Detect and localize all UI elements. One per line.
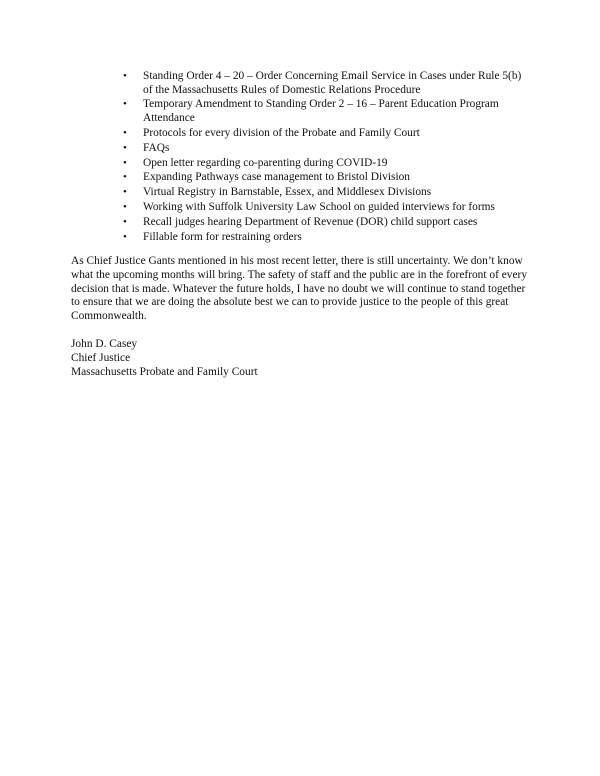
list-item: • Fillable form for restraining orders (123, 231, 533, 245)
list-item: • FAQs (123, 142, 533, 156)
list-item: • Standing Order 4 – 20 – Order Concerning Email Service in Cases under Rule 5(b) of the Massachusetts Rules of Domestic Relations Procedure (123, 70, 533, 97)
list-item: • Recall judges hearing Department of Revenue (DOR) child support cases (123, 216, 533, 230)
list-item: • Expanding Pathways case management to Bristol Division (123, 171, 533, 185)
signer-title: Chief Justice (71, 351, 131, 364)
list-item: • Open letter regarding co-parenting during COVID-19 (123, 157, 533, 171)
signer-name: John D. Casey (71, 338, 138, 350)
list-item: • Protocols for every division of the Probate and Family Court (123, 127, 533, 141)
closing-paragraph: As Chief Justice Gants mentioned in his most recent letter, there is still uncertainty. We don’t know what the upcoming months will bring. The safety of staff and the public are in the forefront of every decision that is made. Whatever the future holds, I have no doubt we will continue to stand together to ensure that we are doing the absolute best we can to provide justice to the people of this great Commonwealth. (71, 255, 528, 323)
list-item: • Temporary Amendment to Standing Order 2 – 16 – Parent Education Program Attendance (123, 98, 533, 125)
list-item: • Working with Suffolk University Law School on guided interviews for forms (123, 201, 533, 215)
signer-court: Massachusetts Probate and Family Court (71, 365, 258, 378)
signature-block (71, 338, 258, 379)
list-item: • Virtual Registry in Barnstable, Essex, and Middlesex Divisions (123, 186, 533, 200)
initiatives-list (123, 70, 533, 246)
